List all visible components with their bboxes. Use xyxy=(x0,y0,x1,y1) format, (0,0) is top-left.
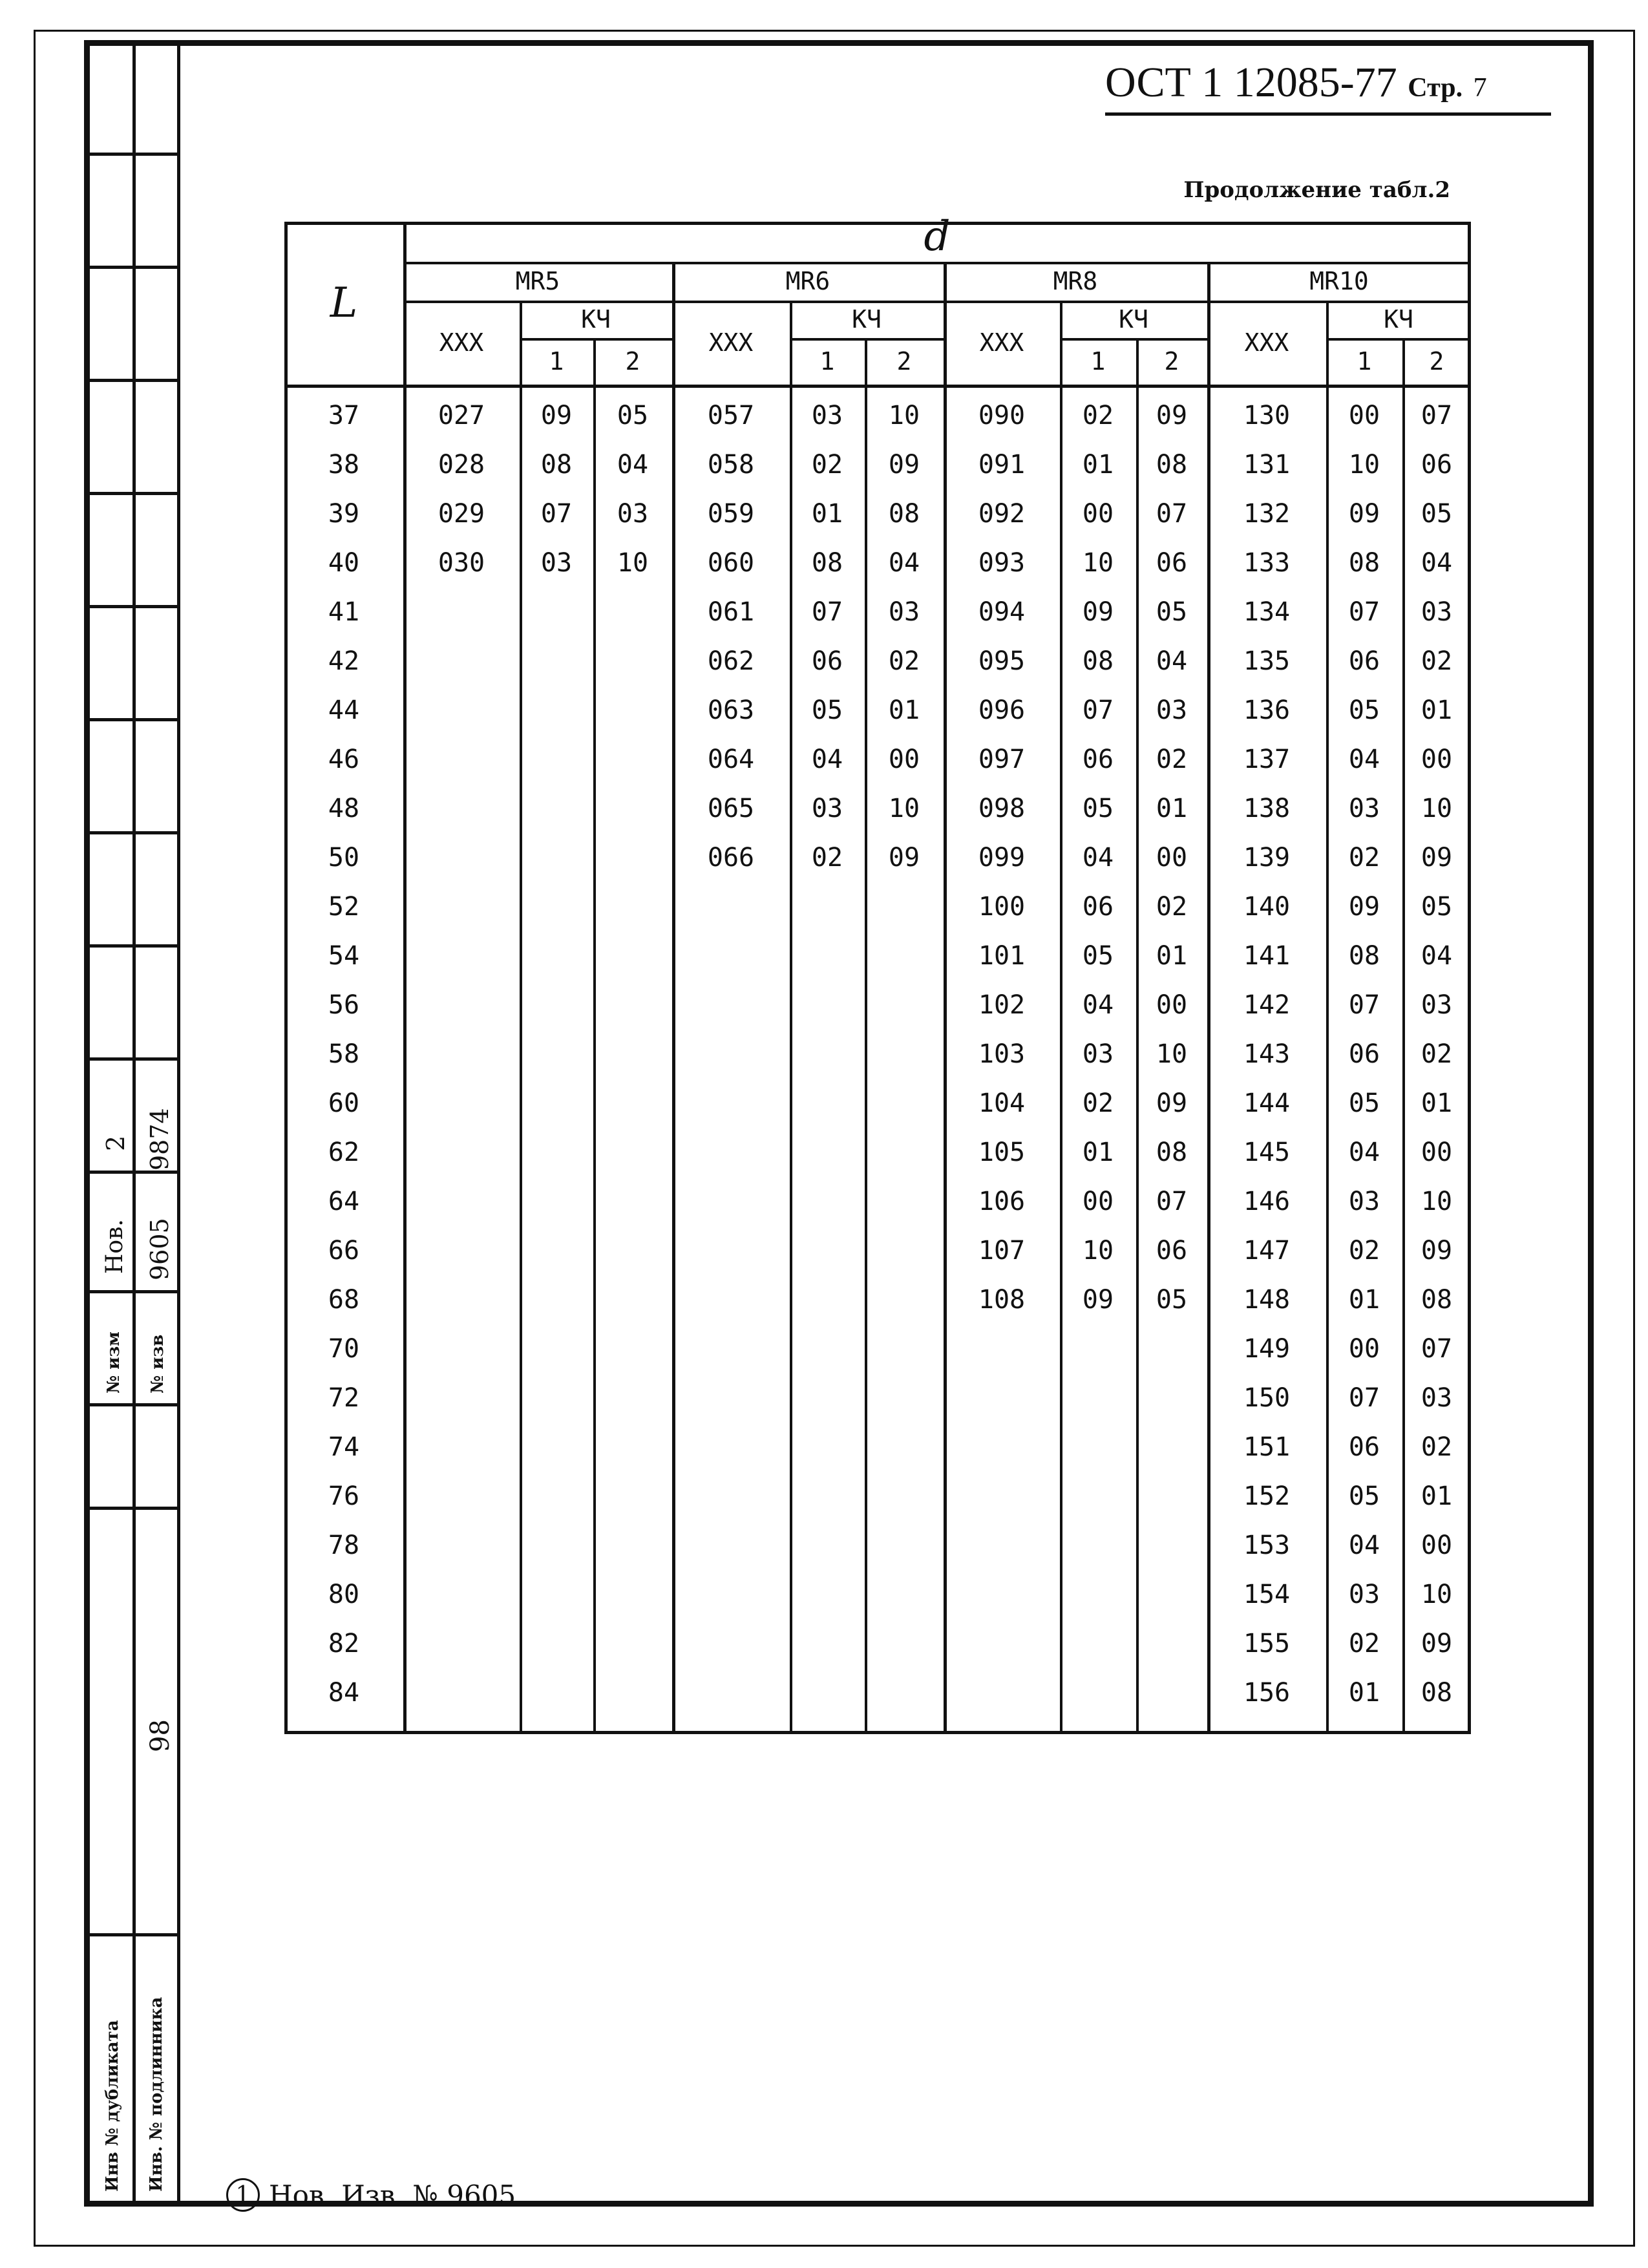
inventory-number: 98 xyxy=(145,1719,175,1752)
row-L-value: 78 xyxy=(328,1531,360,1560)
table-cell: 00 xyxy=(1348,1334,1380,1364)
table-cell: 143 xyxy=(1243,1039,1291,1069)
table-cell: 102 xyxy=(978,990,1026,1020)
table-cell: 139 xyxy=(1243,843,1291,873)
margin-row-line xyxy=(90,1290,180,1293)
table-cell: 01 xyxy=(888,695,920,725)
table-cell: 02 xyxy=(1156,745,1188,774)
table-cell: 00 xyxy=(888,745,920,774)
table-cell: 02 xyxy=(1348,1236,1380,1266)
table-cell: 133 xyxy=(1243,548,1291,578)
row-L-value: 50 xyxy=(328,843,360,873)
table-cell: 106 xyxy=(978,1187,1026,1216)
margin-row-line xyxy=(90,1171,180,1174)
table-cell: 10 xyxy=(1156,1039,1188,1069)
footnote-marker: 1 xyxy=(226,2178,260,2212)
table-bottom-border xyxy=(284,1731,1471,1734)
table-cell: 145 xyxy=(1243,1138,1291,1167)
header-group-mr6: MR6 xyxy=(785,267,830,295)
table-cell: 04 xyxy=(1082,843,1114,873)
table-cell: 07 xyxy=(1421,401,1453,430)
table-cell: 09 xyxy=(1156,401,1188,430)
table-cell: 09 xyxy=(1082,597,1114,627)
table-cell: 059 xyxy=(707,499,755,529)
table-cell: 101 xyxy=(978,941,1026,971)
table-cell: 029 xyxy=(438,499,485,529)
footnote xyxy=(226,2178,516,2212)
table-cell: 135 xyxy=(1243,646,1291,676)
table-cell: 06 xyxy=(1082,892,1114,922)
row-L-value: 48 xyxy=(328,794,360,823)
table-cell: 137 xyxy=(1243,745,1291,774)
table-cell: 06 xyxy=(1156,548,1188,578)
table-cell: 04 xyxy=(1421,548,1453,578)
table-cell: 103 xyxy=(978,1039,1026,1069)
table-cell: 090 xyxy=(978,401,1026,430)
table-cell: 08 xyxy=(1421,1285,1453,1315)
table-cell: 066 xyxy=(707,843,755,873)
table-cell: 154 xyxy=(1243,1580,1291,1609)
table-cell: 03 xyxy=(1421,597,1453,627)
table-cell: 093 xyxy=(978,548,1026,578)
row-L-value: 76 xyxy=(328,1481,360,1511)
table-cell: 01 xyxy=(1082,1138,1114,1167)
table-cell: 144 xyxy=(1243,1088,1291,1118)
table-cell: 09 xyxy=(1156,1088,1188,1118)
table-cell: 05 xyxy=(1348,1088,1380,1118)
table-cell: 10 xyxy=(1421,794,1453,823)
table-cell: 00 xyxy=(1421,1531,1453,1560)
row-L-value: 80 xyxy=(328,1580,360,1609)
margin-row-line xyxy=(90,718,180,721)
table-cell: 02 xyxy=(811,450,843,480)
table-cell: 06 xyxy=(1156,1236,1188,1266)
table-cell: 08 xyxy=(1348,548,1380,578)
table-cell: 09 xyxy=(1421,843,1453,873)
table-cell: 09 xyxy=(1421,1236,1453,1266)
row-L-value: 52 xyxy=(328,892,360,922)
table-cell: 03 xyxy=(1348,794,1380,823)
table-cell: 141 xyxy=(1243,941,1291,971)
table-cell: 131 xyxy=(1243,450,1291,480)
margin-row-line xyxy=(90,605,180,608)
row-L-value: 82 xyxy=(328,1629,360,1659)
row-L-value: 40 xyxy=(328,548,360,578)
margin-row-line xyxy=(90,831,180,834)
table-cell: 027 xyxy=(438,401,485,430)
table-cell: 138 xyxy=(1243,794,1291,823)
table-cell: 09 xyxy=(888,843,920,873)
table-cell: 05 xyxy=(1082,794,1114,823)
table-cell: 058 xyxy=(707,450,755,480)
table-cell: 028 xyxy=(438,450,485,480)
table-cell: 155 xyxy=(1243,1629,1291,1659)
table-cell: 03 xyxy=(540,548,573,578)
table-cell: 00 xyxy=(1156,990,1188,1020)
table-cell: 03 xyxy=(1348,1187,1380,1216)
header-kch-1: 1 xyxy=(1090,347,1106,376)
table-cell: 02 xyxy=(1348,1629,1380,1659)
header-kch: КЧ xyxy=(1119,305,1148,334)
margin-row-line xyxy=(90,379,180,382)
row-L-value: 54 xyxy=(328,941,360,971)
header-kch: КЧ xyxy=(852,305,882,334)
header-group-mr10: MR10 xyxy=(1309,267,1369,295)
header-kch-2: 2 xyxy=(625,347,640,376)
table-cell: 062 xyxy=(707,646,755,676)
table-cell: 04 xyxy=(888,548,920,578)
table-cell: 00 xyxy=(1082,1187,1114,1216)
header-bottom-rule xyxy=(284,385,1471,388)
table-cell: 07 xyxy=(540,499,573,529)
table-cell: 00 xyxy=(1421,1138,1453,1167)
row-L-value: 74 xyxy=(328,1432,360,1462)
table-cell: 08 xyxy=(888,499,920,529)
table-cell: 104 xyxy=(978,1088,1026,1118)
table-cell: 05 xyxy=(1156,1285,1188,1315)
table-cell: 140 xyxy=(1243,892,1291,922)
table-cell: 152 xyxy=(1243,1481,1291,1511)
table-cell: 094 xyxy=(978,597,1026,627)
table-cell: 151 xyxy=(1243,1432,1291,1462)
table-cell: 00 xyxy=(1082,499,1114,529)
table-cell: 095 xyxy=(978,646,1026,676)
table-cell: 105 xyxy=(978,1138,1026,1167)
table-cell: 03 xyxy=(1421,990,1453,1020)
table-cell: 03 xyxy=(1348,1580,1380,1609)
izm-label: № изм xyxy=(104,1331,123,1394)
header-group-mr8: MR8 xyxy=(1053,267,1098,295)
row-L-value: 46 xyxy=(328,745,360,774)
table-cell: 02 xyxy=(1421,646,1453,676)
table-cell: 01 xyxy=(1156,794,1188,823)
table-cell: 134 xyxy=(1243,597,1291,627)
table-cell: 147 xyxy=(1243,1236,1291,1266)
table-cell: 030 xyxy=(438,548,485,578)
table-cell: 107 xyxy=(978,1236,1026,1266)
table-cell: 07 xyxy=(1082,695,1114,725)
table-cell: 06 xyxy=(1082,745,1114,774)
table-cell: 091 xyxy=(978,450,1026,480)
row-L-value: 68 xyxy=(328,1285,360,1315)
table-cell: 063 xyxy=(707,695,755,725)
header-xxx: XXX xyxy=(708,328,754,357)
table-cell: 01 xyxy=(1082,450,1114,480)
table-cell: 092 xyxy=(978,499,1026,529)
table-cell: 04 xyxy=(1156,646,1188,676)
header-underline xyxy=(1105,112,1551,116)
table-cell: 07 xyxy=(1156,1187,1188,1216)
row-L-value: 38 xyxy=(328,450,360,480)
header-kch-1: 1 xyxy=(1357,347,1372,376)
table-cell: 02 xyxy=(1348,843,1380,873)
table-cell: 064 xyxy=(707,745,755,774)
table-cell: 153 xyxy=(1243,1531,1291,1560)
header-kch-1: 1 xyxy=(549,347,564,376)
table-cell: 148 xyxy=(1243,1285,1291,1315)
table-cell: 01 xyxy=(1348,1285,1380,1315)
original-inventory-label: Инв. № подлинника xyxy=(147,1997,166,2192)
table-cell: 05 xyxy=(811,695,843,725)
table-cell: 08 xyxy=(1156,450,1188,480)
duplicate-inventory-label: Инв № дубликата xyxy=(103,2020,122,2192)
margin-row-line xyxy=(90,1507,180,1510)
table-cell: 142 xyxy=(1243,990,1291,1020)
table-cell: 136 xyxy=(1243,695,1291,725)
table-cell: 09 xyxy=(1348,499,1380,529)
header-L: L xyxy=(330,279,358,327)
table-cell: 04 xyxy=(1348,745,1380,774)
table-cell: 08 xyxy=(1082,646,1114,676)
table-cell: 01 xyxy=(1156,941,1188,971)
table-cell: 05 xyxy=(617,401,649,430)
row-L-value: 70 xyxy=(328,1334,360,1364)
table-cell: 10 xyxy=(617,548,649,578)
table-cell: 00 xyxy=(1421,745,1453,774)
row-L-value: 66 xyxy=(328,1236,360,1266)
margin-row-line xyxy=(90,492,180,495)
table-cell: 01 xyxy=(1421,1088,1453,1118)
table-cell: 03 xyxy=(888,597,920,627)
table-cell: 06 xyxy=(1348,1039,1380,1069)
table-cell: 04 xyxy=(1348,1138,1380,1167)
row-L-value: 37 xyxy=(328,401,360,430)
table-cell: 07 xyxy=(1156,499,1188,529)
table-cell: 10 xyxy=(1421,1187,1453,1216)
table-cell: 02 xyxy=(888,646,920,676)
doc-number-1: 9874 xyxy=(145,1108,174,1171)
row-L-value: 58 xyxy=(328,1039,360,1069)
page-label: Стр. xyxy=(1408,73,1463,103)
table-cell: 10 xyxy=(888,401,920,430)
table-cell: 149 xyxy=(1243,1334,1291,1364)
margin-row-line xyxy=(90,1933,180,1936)
table-cell: 04 xyxy=(617,450,649,480)
table-cell: 01 xyxy=(811,499,843,529)
table-cell: 05 xyxy=(1421,499,1453,529)
nov-label: Нов. xyxy=(101,1219,128,1274)
izv-label: № изв xyxy=(148,1334,167,1394)
header-kch: КЧ xyxy=(1384,305,1413,334)
margin-divider xyxy=(132,46,136,2201)
table-cell: 04 xyxy=(811,745,843,774)
table-cell: 060 xyxy=(707,548,755,578)
header-xxx: XXX xyxy=(979,328,1024,357)
table-cell: 07 xyxy=(1348,1383,1380,1413)
table-cell: 08 xyxy=(1421,1678,1453,1708)
header-xxx: XXX xyxy=(439,328,484,357)
table-cell: 096 xyxy=(978,695,1026,725)
table-cell: 07 xyxy=(1348,597,1380,627)
table-cell: 02 xyxy=(1421,1039,1453,1069)
table-cell: 08 xyxy=(811,548,843,578)
table-cell: 07 xyxy=(1421,1334,1453,1364)
table-cell: 097 xyxy=(978,745,1026,774)
margin-row-line xyxy=(90,944,180,948)
table-cell: 09 xyxy=(1421,1629,1453,1659)
table-cell: 02 xyxy=(1421,1432,1453,1462)
table-cell: 04 xyxy=(1348,1531,1380,1560)
table-cell: 03 xyxy=(811,794,843,823)
table-cell: 01 xyxy=(1421,695,1453,725)
table-cell: 05 xyxy=(1348,695,1380,725)
table-cell: 09 xyxy=(888,450,920,480)
table-cell: 03 xyxy=(811,401,843,430)
standard-number: ОСТ 1 12085-77 xyxy=(1105,59,1397,106)
table-cell: 02 xyxy=(1082,1088,1114,1118)
row-L-value: 72 xyxy=(328,1383,360,1413)
table-cell: 00 xyxy=(1156,843,1188,873)
data-table xyxy=(284,213,1471,1734)
margin-divider xyxy=(177,46,180,2201)
table-cell: 09 xyxy=(540,401,573,430)
row-L-value: 84 xyxy=(328,1678,360,1708)
table-cell: 09 xyxy=(1082,1285,1114,1315)
table-cell: 05 xyxy=(1348,1481,1380,1511)
row-L-value: 41 xyxy=(328,597,360,627)
table-cell: 099 xyxy=(978,843,1026,873)
table-cell: 146 xyxy=(1243,1187,1291,1216)
table-cell: 07 xyxy=(1348,990,1380,1020)
table-cell: 07 xyxy=(811,597,843,627)
table-cell: 057 xyxy=(707,401,755,430)
table-cell: 05 xyxy=(1156,597,1188,627)
table-cell: 10 xyxy=(1348,450,1380,480)
table-cell: 02 xyxy=(811,843,843,873)
table-cell: 09 xyxy=(1348,892,1380,922)
table-cell: 06 xyxy=(811,646,843,676)
margin-row-line xyxy=(90,266,180,269)
header-d: d xyxy=(924,213,951,260)
header-xxx: XXX xyxy=(1244,328,1289,357)
table-cell: 156 xyxy=(1243,1678,1291,1708)
margin-stamp-column xyxy=(90,46,180,2201)
table-cell: 130 xyxy=(1243,401,1291,430)
table-cell: 061 xyxy=(707,597,755,627)
row-L-value: 39 xyxy=(328,499,360,529)
table-cell: 08 xyxy=(1156,1138,1188,1167)
table-cell: 10 xyxy=(1082,548,1114,578)
table-cell: 04 xyxy=(1421,941,1453,971)
row-L-value: 60 xyxy=(328,1088,360,1118)
table-cell: 04 xyxy=(1082,990,1114,1020)
table-cell: 108 xyxy=(978,1285,1026,1315)
table-cell: 03 xyxy=(1156,695,1188,725)
row-L-value: 44 xyxy=(328,695,360,725)
table-cell: 03 xyxy=(1421,1383,1453,1413)
row-L-value: 42 xyxy=(328,646,360,676)
table-cell: 08 xyxy=(1348,941,1380,971)
table-cell: 06 xyxy=(1348,646,1380,676)
table-cell: 08 xyxy=(540,450,573,480)
table-cell: 06 xyxy=(1348,1432,1380,1462)
table-cell: 03 xyxy=(1082,1039,1114,1069)
table-cell: 065 xyxy=(707,794,755,823)
table-cell: 10 xyxy=(1082,1236,1114,1266)
table-cell: 10 xyxy=(888,794,920,823)
table-cell: 03 xyxy=(617,499,649,529)
table-cell: 098 xyxy=(978,794,1026,823)
table-cell: 05 xyxy=(1082,941,1114,971)
table-cell: 01 xyxy=(1421,1481,1453,1511)
change-number: 2 xyxy=(101,1135,130,1151)
table-cell: 06 xyxy=(1421,450,1453,480)
footnote-text: Нов. Изв. № 9605 xyxy=(269,2179,516,2211)
table-cell: 05 xyxy=(1421,892,1453,922)
table-cell: 100 xyxy=(978,892,1026,922)
table-cell: 150 xyxy=(1243,1383,1291,1413)
row-L-value: 56 xyxy=(328,990,360,1020)
header-kch-2: 2 xyxy=(1164,347,1179,376)
table-cell: 02 xyxy=(1156,892,1188,922)
margin-row-line xyxy=(90,153,180,156)
margin-row-line xyxy=(90,1057,180,1061)
page-number: 7 xyxy=(1473,73,1487,103)
header-kch-2: 2 xyxy=(896,347,912,376)
header-kch: КЧ xyxy=(581,305,611,334)
margin-row-line xyxy=(90,1403,180,1406)
row-L-value: 62 xyxy=(328,1138,360,1167)
header-kch-1: 1 xyxy=(819,347,835,376)
table-cell: 01 xyxy=(1348,1678,1380,1708)
table-cell: 02 xyxy=(1082,401,1114,430)
table-cell: 10 xyxy=(1421,1580,1453,1609)
row-L-value: 64 xyxy=(328,1187,360,1216)
document-number-header xyxy=(1105,58,1487,107)
header-group-mr5: MR5 xyxy=(515,267,560,295)
table-caption: Продолжение табл.2 xyxy=(1183,177,1450,203)
table-cell: 132 xyxy=(1243,499,1291,529)
header-kch-2: 2 xyxy=(1429,347,1444,376)
doc-number-2: 9605 xyxy=(145,1218,174,1280)
table-cell: 00 xyxy=(1348,401,1380,430)
